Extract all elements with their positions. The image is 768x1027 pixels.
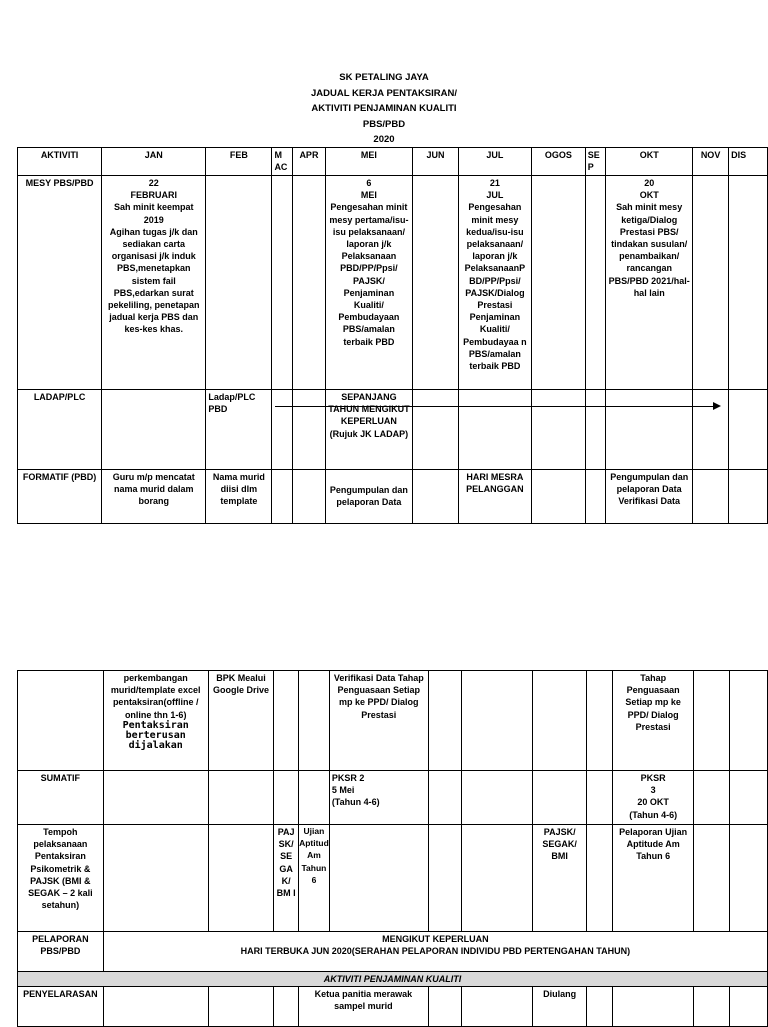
row-pelaporan: [18, 932, 768, 972]
mesy-mei: 6 MEI Pengesahan minit mesy pertama/isu-isu pelaksanaan/ laporan j/k Pelaksanaan PBD/PP/Ppsi/ PAJSK/ Penjaminan Kualiti/ Pembudayaan PBS/amalan terbaik PBD: [325, 176, 413, 390]
header-jul: JUL: [458, 148, 531, 176]
tempoh-ogos: PAJSK/ SEGAK/ BMI: [533, 825, 587, 932]
formatif-mei: Pengumpulan dan pelaporan Data: [325, 470, 413, 524]
header-jun: JUN: [413, 148, 458, 176]
row-section-header: [18, 972, 768, 987]
header-aktiviti: AKTIVITI: [18, 148, 102, 176]
pelaporan-line-1: MENGIKUT KEPERLUAN: [382, 934, 489, 944]
mesy-okt: 20 OKT Sah minit mesy ketiga/Dialog Prestasi PBS/ tindakan susulan/ penambaikan/ rancangan PBS/PBD 2021/hal-hal lain: [606, 176, 693, 390]
header-mac: M AC: [272, 148, 293, 176]
row-sumatif: [18, 771, 768, 825]
penyelarasan-label: PENYELARASAN: [18, 987, 104, 1027]
ladap-mei: SEPANJANG TAHUN MENGIKUT KEPERLUAN (Rujuk JK LADAP): [325, 390, 413, 470]
row-mesy: [18, 176, 768, 390]
header-row: [18, 148, 768, 176]
penyelarasan-apr: Ketua panitia merawak sampel murid: [299, 987, 429, 1027]
cont-jan-handwritten: Pentaksiran berterusan dijalakan: [122, 719, 189, 751]
row-penyelarasan: [18, 987, 768, 1027]
row-formatif: [18, 470, 768, 524]
section-penjaminan-kualiti: AKTIVITI PENJAMINAN KUALITI: [18, 972, 768, 987]
tempoh-mac: PAJ SK/ SE GA K/ BM I: [274, 825, 299, 932]
row-tempoh: [18, 825, 768, 932]
tempoh-apr: Ujian Aptitud Am Tahun 6: [299, 825, 330, 932]
ladap-label: LADAP/PLC: [18, 390, 102, 470]
formatif-label: FORMATIF (PBD): [18, 470, 102, 524]
schedule-table-bottom: [17, 670, 768, 1027]
formatif-jul: HARI MESRA PELANGGAN: [458, 470, 531, 524]
tempoh-okt: Pelaporan Ujian Aptitude Am Tahun 6: [613, 825, 694, 932]
pelaporan-label: PELAPORAN PBS/PBD: [18, 932, 104, 972]
formatif-feb: Nama murid diisi dlm template: [206, 470, 272, 524]
cont-jan-text: perkembangan murid/template excel pentaksiran(offline / online thn 1-6): [110, 673, 201, 720]
header-okt: OKT: [606, 148, 693, 176]
title-line-2: JADUAL KERJA PENTAKSIRAN/: [310, 87, 458, 99]
header-ogos: OGOS: [532, 148, 586, 176]
header-jan: JAN: [102, 148, 206, 176]
header-apr: APR: [293, 148, 325, 176]
title-line-3: AKTIVITI PENJAMINAN KUALITI: [311, 103, 457, 114]
arrow-head-icon: [713, 402, 721, 410]
header-mei: MEI: [325, 148, 413, 176]
schedule-table-top: [17, 147, 768, 524]
ladap-feb: Ladap/PLC PBD: [206, 390, 272, 470]
document-title: [0, 70, 768, 148]
mesy-jul: 21 JUL Pengesahan minit mesy kedua/isu-isu pelaksanaan/ laporan j/k PelaksanaanP BD/PP/Ppsi/ PAJSK/Dialog Prestasi Penjaminan Kualiti/ Pembudayaa n PBS/amalan terbaik PBD: [458, 176, 531, 390]
pelaporan-content: [103, 932, 767, 972]
cont-jan: [103, 671, 208, 771]
mesy-label: MESY PBS/PBD: [18, 176, 102, 390]
formatif-okt: Pengumpulan dan pelaporan Data Verifikasi Data: [606, 470, 693, 524]
cont-feb: BPK Mealui Google Drive: [208, 671, 274, 771]
header-sep: SE P: [585, 148, 606, 176]
header-feb: FEB: [206, 148, 272, 176]
pelaporan-line-2: HARI TERBUKA JUN 2020(SERAHAN PELAPORAN INDIVIDU PBD PERTENGAHAN TAHUN): [240, 946, 631, 957]
mesy-jan: 22 FEBRUARI Sah minit keempat 2019 Agihan tugas j/k dan sediakan carta organisasi j/k induk PBS,menetapkan sistem fail PBS,edarkan surat pekeliling, penetapan jadual kerja PBS dan kes-kes khas.: [102, 176, 206, 390]
sumatif-label: SUMATIF: [18, 771, 104, 825]
cont-mei: Verifikasi Data Tahap Penguasaan Setiap mp ke PPD/ Dialog Prestasi: [329, 671, 428, 771]
title-year: 2020: [373, 134, 395, 145]
ladap-year-arrow: [275, 406, 715, 407]
row-ladap: [18, 390, 768, 470]
row-formatif-continued: [18, 671, 768, 771]
formatif-jan: Guru m/p mencatat nama murid dalam borang: [102, 470, 206, 524]
tempoh-label: Tempoh pelaksanaan Pentaksiran Psikometrik & PAJSK (BMI & SEGAK – 2 kali setahun): [18, 825, 104, 932]
header-nov: NOV: [692, 148, 728, 176]
cont-okt: Tahap Penguasaan Setiap mp ke PPD/ Dialog Prestasi: [613, 671, 694, 771]
sumatif-mei: PKSR 2 5 Mei (Tahun 4-6): [329, 771, 428, 825]
penyelarasan-ogos: Diulang: [533, 987, 587, 1027]
header-dis: DIS: [729, 148, 768, 176]
title-school: SK PETALING JAYA: [339, 72, 429, 83]
title-line-4: PBS/PBD: [362, 118, 406, 130]
sumatif-okt: PKSR 3 20 OKT (Tahun 4-6): [613, 771, 694, 825]
